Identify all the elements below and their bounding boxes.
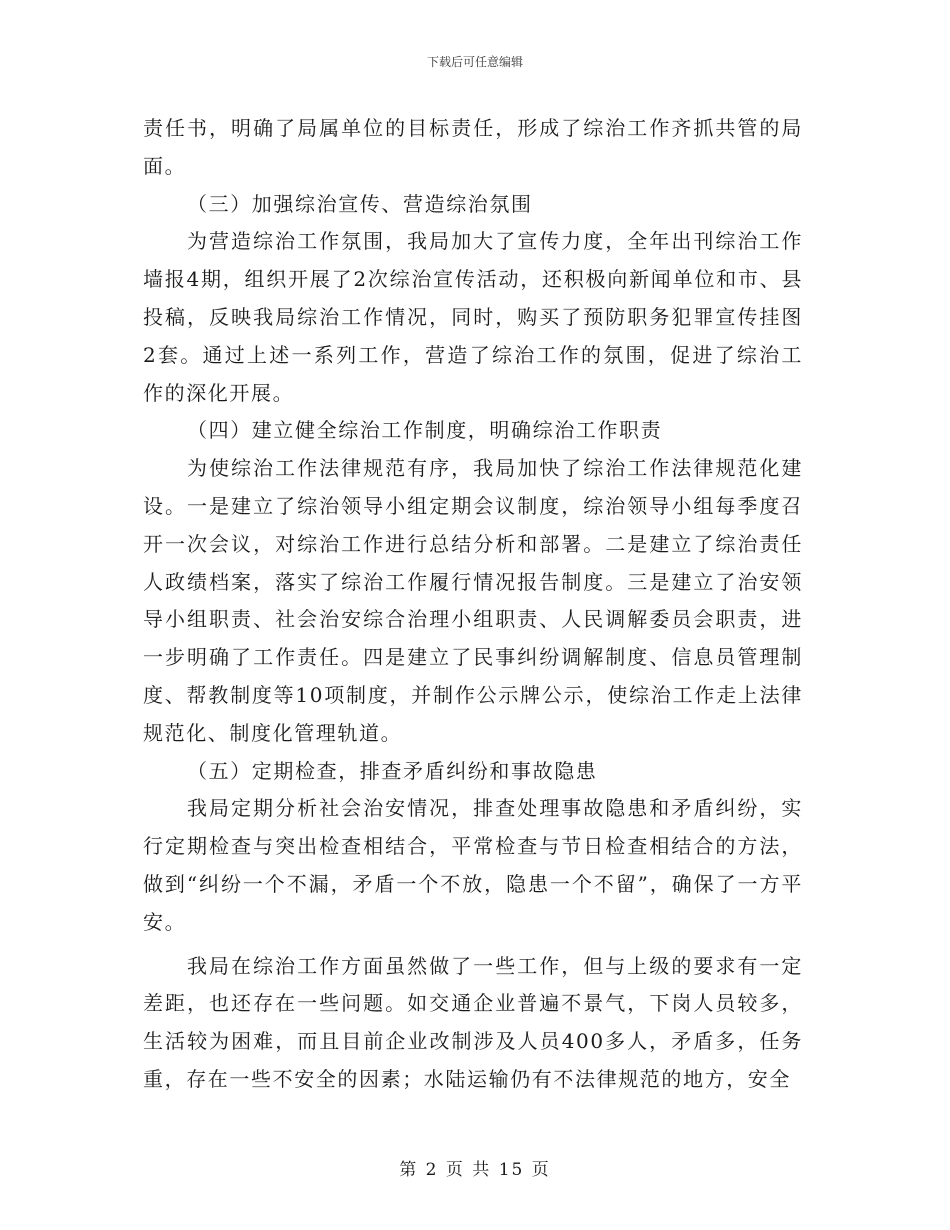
paragraph-continued: 责任书，明确了局属单位的目标责任，形成了综治工作齐抓共管的局面。 bbox=[143, 116, 803, 178]
paragraph-inspection: 我局定期分析社会治安情况，排查处理事故隐患和矛盾纠纷，实行定期检查与突出检查相结合，平常检查与节日检查相结合的方法，做到“纠纷一个不漏，矛盾一个不放，隐患一个不留”，确保了一方平安。 bbox=[143, 796, 803, 934]
section-heading-3: （三）加强综治宣传、营造综治氛围 bbox=[187, 191, 533, 216]
header-note: 下载后可任意编辑 bbox=[426, 55, 523, 69]
paragraph-problems: 我局在综治工作方面虽然做了一些工作，但与上级的要求有一定差距，也还存在一些问题。如交通企业普遍不景气，下岗人员较多，生活较为困难，而且目前企业改制涉及人员400多人，矛盾多，任务重，存在一些不安全的因素；水陆运输仍有不法律规范的地方，安全 bbox=[143, 953, 803, 1091]
paragraph-system: 为使综治工作法律规范有序，我局加快了综治工作法律规范化建设。一是建立了综治领导小组定期会议制度，综治领导小组每季度召开一次会议，对综治工作进行总结分析和部署。二是建立了综治责任人政绩档案，落实了综治工作履行情况报告制度。三是建立了治安领导小组职责、社会治安综合治理小组职责、人民调解委员会职责，进一步明确了工作责任。四是建立了民事纠纷调解制度、信息员管理制度、帮教制度等10项制度，并制作公示牌公示，使综治工作走上法律规范化、制度化管理轨道。 bbox=[143, 456, 803, 745]
section-heading-4: （四）建立健全综治工作制度，明确综治工作职责 bbox=[187, 418, 663, 443]
section-heading-5: （五）定期检查，排查矛盾纠纷和事故隐患 bbox=[187, 758, 598, 783]
document-body bbox=[143, 110, 803, 1099]
paragraph-publicity: 为营造综治工作氛围，我局加大了宣传力度，全年出刊综治工作墙报4期，组织开展了2次综治宣传活动，还积极向新闻单位和市、县投稿，反映我局综治工作情况，同时，购买了预防职务犯罪宣传挂图2套。通过上述一系列工作，营造了综治工作的氛围，促进了综治工作的深化开展。 bbox=[143, 229, 803, 405]
page-number: 第 2 页 共 15 页 bbox=[399, 1160, 551, 1180]
